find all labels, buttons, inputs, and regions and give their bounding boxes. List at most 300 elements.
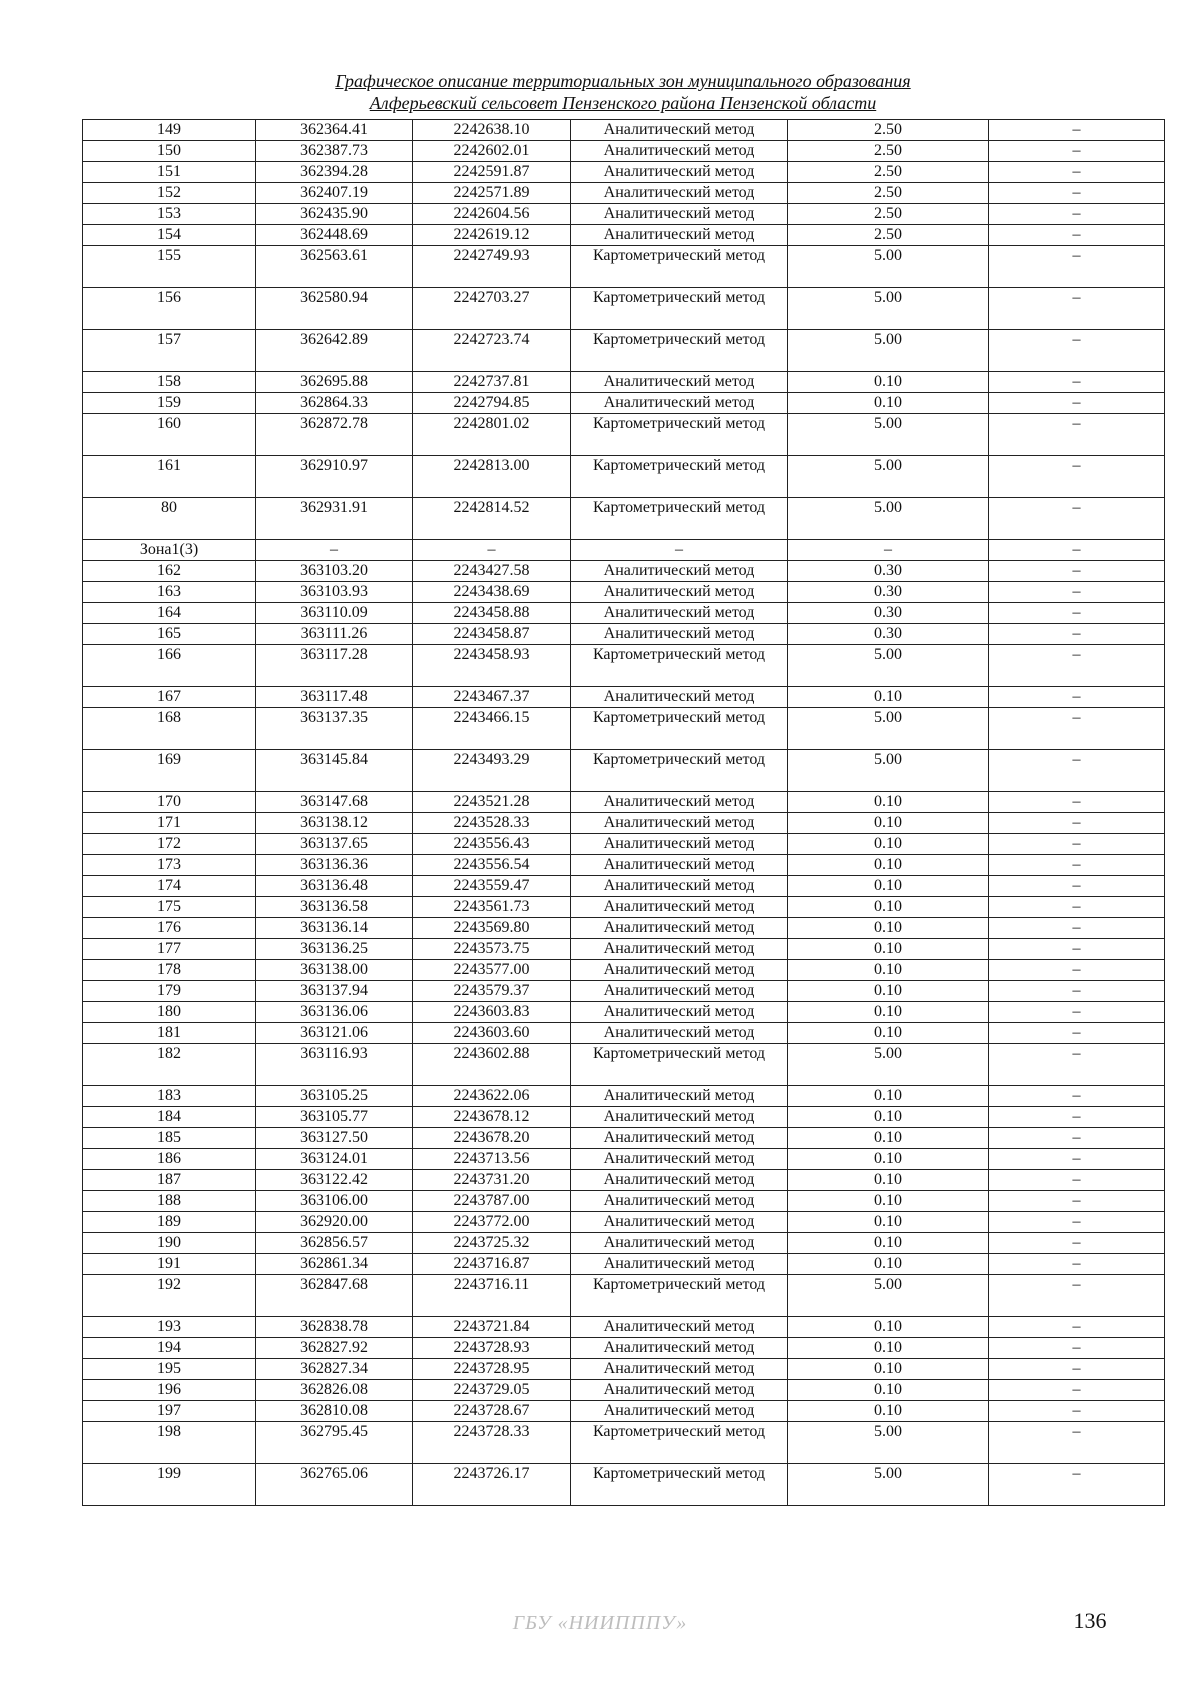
table-row [83,981,1165,1002]
cell-point-number: 150 [83,141,256,162]
cell-description: – [989,330,1165,372]
cell-method: Картометрический метод [571,1422,788,1464]
table-row [83,687,1165,708]
cell-point-number: 181 [83,1023,256,1044]
table-row [83,1233,1165,1254]
cell-method: Аналитический метод [571,1401,788,1422]
cell-point-number: 155 [83,246,256,288]
cell-point-number: Зона1(3) [83,540,256,561]
cell-method: Картометрический метод [571,1275,788,1317]
cell-method: Аналитический метод [571,582,788,603]
cell-accuracy: 0.10 [788,855,989,876]
cell-point-number: 161 [83,456,256,498]
cell-x-coordinate: 362872.78 [256,414,413,456]
cell-y-coordinate: 2242723.74 [413,330,571,372]
table-row [83,183,1165,204]
cell-y-coordinate: 2243602.88 [413,1044,571,1086]
cell-description: – [989,876,1165,897]
cell-method: Аналитический метод [571,1023,788,1044]
table-row [83,162,1165,183]
cell-y-coordinate: – [413,540,571,561]
cell-description: – [989,1422,1165,1464]
cell-x-coordinate: 362448.69 [256,225,413,246]
cell-x-coordinate: 363117.28 [256,645,413,687]
cell-y-coordinate: 2243721.84 [413,1317,571,1338]
cell-method: Аналитический метод [571,225,788,246]
cell-description: – [989,981,1165,1002]
cell-x-coordinate: 363110.09 [256,603,413,624]
cell-x-coordinate: 362364.41 [256,120,413,141]
cell-point-number: 167 [83,687,256,708]
cell-method: Аналитический метод [571,687,788,708]
cell-x-coordinate: 363124.01 [256,1149,413,1170]
cell-method: Аналитический метод [571,1191,788,1212]
cell-method: Аналитический метод [571,813,788,834]
cell-description: – [989,288,1165,330]
cell-accuracy: 0.10 [788,1170,989,1191]
cell-x-coordinate: 363122.42 [256,1170,413,1191]
cell-description: – [989,540,1165,561]
cell-accuracy: 0.10 [788,1254,989,1275]
cell-accuracy: 0.10 [788,1380,989,1401]
cell-accuracy: – [788,540,989,561]
cell-accuracy: 0.10 [788,981,989,1002]
cell-x-coordinate: 363137.65 [256,834,413,855]
cell-x-coordinate: 363136.58 [256,897,413,918]
table-row [83,1191,1165,1212]
document-header [82,70,1164,114]
cell-y-coordinate: 2243729.05 [413,1380,571,1401]
cell-description: – [989,603,1165,624]
table-row [83,708,1165,750]
cell-accuracy: 2.50 [788,225,989,246]
cell-method: Аналитический метод [571,141,788,162]
cell-x-coordinate: 363147.68 [256,792,413,813]
table-row [83,1317,1165,1338]
cell-accuracy: 0.10 [788,1023,989,1044]
cell-accuracy: 0.10 [788,1401,989,1422]
table-row [83,1338,1165,1359]
table-row [83,414,1165,456]
cell-accuracy: 2.50 [788,141,989,162]
cell-x-coordinate: 362847.68 [256,1275,413,1317]
table-row [83,1086,1165,1107]
cell-accuracy: 0.10 [788,1212,989,1233]
cell-point-number: 152 [83,183,256,204]
cell-point-number: 184 [83,1107,256,1128]
cell-point-number: 156 [83,288,256,330]
cell-point-number: 189 [83,1212,256,1233]
cell-accuracy: 5.00 [788,456,989,498]
cell-point-number: 195 [83,1359,256,1380]
cell-accuracy: 0.10 [788,1233,989,1254]
cell-accuracy: 5.00 [788,1275,989,1317]
cell-x-coordinate: 362827.92 [256,1338,413,1359]
cell-method: Картометрический метод [571,498,788,540]
table-row [83,1275,1165,1317]
table-row [83,1464,1165,1506]
cell-method: Аналитический метод [571,981,788,1002]
cell-point-number: 193 [83,1317,256,1338]
cell-y-coordinate: 2242619.12 [413,225,571,246]
cell-description: – [989,582,1165,603]
cell-y-coordinate: 2242638.10 [413,120,571,141]
cell-x-coordinate: 363106.00 [256,1191,413,1212]
cell-method: Картометрический метод [571,288,788,330]
cell-point-number: 186 [83,1149,256,1170]
cell-accuracy: 0.10 [788,1359,989,1380]
cell-description: – [989,1002,1165,1023]
table-row [83,1422,1165,1464]
table-row [83,813,1165,834]
cell-method: Аналитический метод [571,1317,788,1338]
cell-method: Аналитический метод [571,1338,788,1359]
cell-y-coordinate: 2243528.33 [413,813,571,834]
table-row [83,834,1165,855]
cell-y-coordinate: 2243556.54 [413,855,571,876]
cell-description: – [989,183,1165,204]
cell-accuracy: 5.00 [788,645,989,687]
cell-description: – [989,162,1165,183]
cell-description: – [989,708,1165,750]
cell-method: Картометрический метод [571,246,788,288]
cell-x-coordinate: 362394.28 [256,162,413,183]
cell-point-number: 198 [83,1422,256,1464]
cell-accuracy: 0.10 [788,939,989,960]
cell-x-coordinate: 362920.00 [256,1212,413,1233]
header-line-1: Графическое описание территориальных зон муниципального образования [335,71,911,91]
cell-accuracy: 0.10 [788,1002,989,1023]
cell-point-number: 196 [83,1380,256,1401]
cell-accuracy: 0.10 [788,1086,989,1107]
cell-description: – [989,372,1165,393]
cell-y-coordinate: 2243573.75 [413,939,571,960]
cell-point-number: 162 [83,561,256,582]
cell-accuracy: 0.10 [788,897,989,918]
cell-method: Аналитический метод [571,624,788,645]
table-row [83,1128,1165,1149]
cell-x-coordinate: 362642.89 [256,330,413,372]
cell-y-coordinate: 2243726.17 [413,1464,571,1506]
cell-description: – [989,1023,1165,1044]
cell-accuracy: 5.00 [788,246,989,288]
cell-accuracy: 0.30 [788,624,989,645]
cell-method: Аналитический метод [571,1212,788,1233]
cell-y-coordinate: 2243467.37 [413,687,571,708]
cell-point-number: 182 [83,1044,256,1086]
cell-y-coordinate: 2243728.95 [413,1359,571,1380]
cell-point-number: 157 [83,330,256,372]
cell-y-coordinate: 2243556.43 [413,834,571,855]
cell-point-number: 154 [83,225,256,246]
cell-accuracy: 0.10 [788,918,989,939]
table-row [83,918,1165,939]
cell-point-number: 173 [83,855,256,876]
cell-point-number: 180 [83,1002,256,1023]
cell-x-coordinate: 363121.06 [256,1023,413,1044]
cell-method: Аналитический метод [571,393,788,414]
cell-x-coordinate: 362795.45 [256,1422,413,1464]
table-row [83,750,1165,792]
table-row [83,1359,1165,1380]
cell-description: – [989,1212,1165,1233]
cell-x-coordinate: 362435.90 [256,204,413,225]
cell-y-coordinate: 2242749.93 [413,246,571,288]
cell-method: Аналитический метод [571,855,788,876]
cell-x-coordinate: 362910.97 [256,456,413,498]
cell-accuracy: 0.30 [788,603,989,624]
table-row [83,225,1165,246]
cell-x-coordinate: 362861.34 [256,1254,413,1275]
table-row [83,1107,1165,1128]
cell-point-number: 153 [83,204,256,225]
cell-y-coordinate: 2243577.00 [413,960,571,981]
cell-x-coordinate: 362864.33 [256,393,413,414]
cell-accuracy: 5.00 [788,498,989,540]
page-number: 136 [1073,1608,1107,1633]
cell-point-number: 199 [83,1464,256,1506]
table-row [83,1002,1165,1023]
cell-x-coordinate: 362407.19 [256,183,413,204]
cell-y-coordinate: 2243458.87 [413,624,571,645]
cell-description: – [989,1401,1165,1422]
cell-y-coordinate: 2243521.28 [413,792,571,813]
table-row [83,855,1165,876]
cell-y-coordinate: 2243678.12 [413,1107,571,1128]
coordinates-table [82,119,1165,1506]
cell-description: – [989,855,1165,876]
cell-point-number: 191 [83,1254,256,1275]
cell-point-number: 166 [83,645,256,687]
cell-y-coordinate: 2243728.67 [413,1401,571,1422]
cell-accuracy: 5.00 [788,330,989,372]
cell-description: – [989,960,1165,981]
cell-method: Аналитический метод [571,876,788,897]
cell-description: – [989,1086,1165,1107]
table-row [83,645,1165,687]
cell-method: Картометрический метод [571,750,788,792]
cell-point-number: 80 [83,498,256,540]
cell-point-number: 175 [83,897,256,918]
table-row [83,372,1165,393]
cell-y-coordinate: 2242602.01 [413,141,571,162]
table-row [83,246,1165,288]
cell-description: – [989,1338,1165,1359]
table-row [83,498,1165,540]
cell-method: Аналитический метод [571,897,788,918]
cell-method: Картометрический метод [571,456,788,498]
table-row [83,624,1165,645]
cell-method: Аналитический метод [571,1002,788,1023]
cell-accuracy: 5.00 [788,1464,989,1506]
cell-point-number: 169 [83,750,256,792]
cell-point-number: 183 [83,1086,256,1107]
cell-method: Аналитический метод [571,1107,788,1128]
cell-x-coordinate: 363136.06 [256,1002,413,1023]
table-row [83,582,1165,603]
cell-accuracy: 0.10 [788,1149,989,1170]
cell-method: Аналитический метод [571,183,788,204]
cell-description: – [989,561,1165,582]
cell-method: Аналитический метод [571,1086,788,1107]
cell-accuracy: 5.00 [788,708,989,750]
cell-point-number: 168 [83,708,256,750]
cell-description: – [989,1191,1165,1212]
cell-description: – [989,645,1165,687]
cell-point-number: 194 [83,1338,256,1359]
cell-method: Аналитический метод [571,1149,788,1170]
table-row [83,603,1165,624]
cell-accuracy: 0.10 [788,876,989,897]
cell-point-number: 187 [83,1170,256,1191]
table-row [83,561,1165,582]
cell-description: – [989,1380,1165,1401]
cell-y-coordinate: 2243725.32 [413,1233,571,1254]
cell-method: Аналитический метод [571,1359,788,1380]
cell-y-coordinate: 2243427.58 [413,561,571,582]
cell-y-coordinate: 2243787.00 [413,1191,571,1212]
cell-description: – [989,1254,1165,1275]
cell-description: – [989,750,1165,792]
cell-method: Аналитический метод [571,1170,788,1191]
table-row [83,1044,1165,1086]
cell-y-coordinate: 2243561.73 [413,897,571,918]
cell-x-coordinate: 362826.08 [256,1380,413,1401]
cell-y-coordinate: 2242801.02 [413,414,571,456]
cell-description: – [989,456,1165,498]
cell-y-coordinate: 2242571.89 [413,183,571,204]
table-row [83,960,1165,981]
cell-x-coordinate: 363103.93 [256,582,413,603]
cell-method: Аналитический метод [571,1380,788,1401]
cell-point-number: 179 [83,981,256,1002]
cell-method: Аналитический метод [571,603,788,624]
cell-x-coordinate: 363136.14 [256,918,413,939]
cell-method: Аналитический метод [571,1254,788,1275]
cell-x-coordinate: 362580.94 [256,288,413,330]
cell-method: Аналитический метод [571,960,788,981]
table-row [83,1149,1165,1170]
table-row [83,204,1165,225]
cell-x-coordinate: 363145.84 [256,750,413,792]
table-row [83,1212,1165,1233]
cell-description: – [989,1170,1165,1191]
cell-x-coordinate: 363105.25 [256,1086,413,1107]
cell-x-coordinate: 363111.26 [256,624,413,645]
cell-y-coordinate: 2242604.56 [413,204,571,225]
cell-y-coordinate: 2243731.20 [413,1170,571,1191]
table-row [83,1380,1165,1401]
table-row [83,1170,1165,1191]
cell-method: Аналитический метод [571,939,788,960]
table-row [83,897,1165,918]
cell-point-number: 188 [83,1191,256,1212]
cell-point-number: 170 [83,792,256,813]
cell-accuracy: 5.00 [788,750,989,792]
cell-x-coordinate: 362810.08 [256,1401,413,1422]
table-row [83,141,1165,162]
cell-method: Аналитический метод [571,372,788,393]
cell-y-coordinate: 2243603.83 [413,1002,571,1023]
cell-accuracy: 0.10 [788,372,989,393]
cell-description: – [989,1464,1165,1506]
cell-method: Картометрический метод [571,330,788,372]
table-row [83,876,1165,897]
cell-method: Аналитический метод [571,792,788,813]
cell-accuracy: 0.10 [788,792,989,813]
cell-accuracy: 0.10 [788,1191,989,1212]
cell-x-coordinate: 363137.94 [256,981,413,1002]
cell-description: – [989,414,1165,456]
table-row [83,456,1165,498]
cell-y-coordinate: 2242737.81 [413,372,571,393]
cell-accuracy: 0.10 [788,834,989,855]
cell-accuracy: 0.10 [788,813,989,834]
cell-x-coordinate: – [256,540,413,561]
cell-y-coordinate: 2242794.85 [413,393,571,414]
table-row [83,1254,1165,1275]
cell-y-coordinate: 2243713.56 [413,1149,571,1170]
cell-point-number: 192 [83,1275,256,1317]
cell-y-coordinate: 2243716.11 [413,1275,571,1317]
cell-y-coordinate: 2242814.52 [413,498,571,540]
cell-method: Картометрический метод [571,708,788,750]
cell-method: Аналитический метод [571,204,788,225]
cell-y-coordinate: 2242813.00 [413,456,571,498]
cell-point-number: 171 [83,813,256,834]
cell-description: – [989,204,1165,225]
cell-description: – [989,897,1165,918]
cell-accuracy: 2.50 [788,183,989,204]
cell-description: – [989,624,1165,645]
cell-point-number: 160 [83,414,256,456]
cell-description: – [989,1233,1165,1254]
cell-point-number: 164 [83,603,256,624]
cell-description: – [989,687,1165,708]
cell-accuracy: 0.10 [788,1128,989,1149]
cell-description: – [989,498,1165,540]
cell-accuracy: 5.00 [788,1422,989,1464]
cell-accuracy: 5.00 [788,414,989,456]
cell-method: – [571,540,788,561]
cell-accuracy: 0.10 [788,687,989,708]
cell-x-coordinate: 363127.50 [256,1128,413,1149]
cell-method: Аналитический метод [571,834,788,855]
cell-method: Аналитический метод [571,120,788,141]
table-row [83,1401,1165,1422]
table-row [83,393,1165,414]
cell-description: – [989,141,1165,162]
cell-description: – [989,918,1165,939]
cell-description: – [989,225,1165,246]
cell-method: Картометрический метод [571,645,788,687]
cell-description: – [989,393,1165,414]
cell-point-number: 149 [83,120,256,141]
cell-y-coordinate: 2243569.80 [413,918,571,939]
cell-description: – [989,1044,1165,1086]
cell-description: – [989,792,1165,813]
cell-point-number: 151 [83,162,256,183]
cell-y-coordinate: 2243622.06 [413,1086,571,1107]
cell-y-coordinate: 2243716.87 [413,1254,571,1275]
footer-organization: ГБУ «НИИПППУ» [512,1612,688,1634]
cell-accuracy: 0.10 [788,1317,989,1338]
cell-point-number: 178 [83,960,256,981]
cell-accuracy: 0.10 [788,960,989,981]
cell-y-coordinate: 2243728.33 [413,1422,571,1464]
cell-method: Аналитический метод [571,918,788,939]
table-row [83,939,1165,960]
